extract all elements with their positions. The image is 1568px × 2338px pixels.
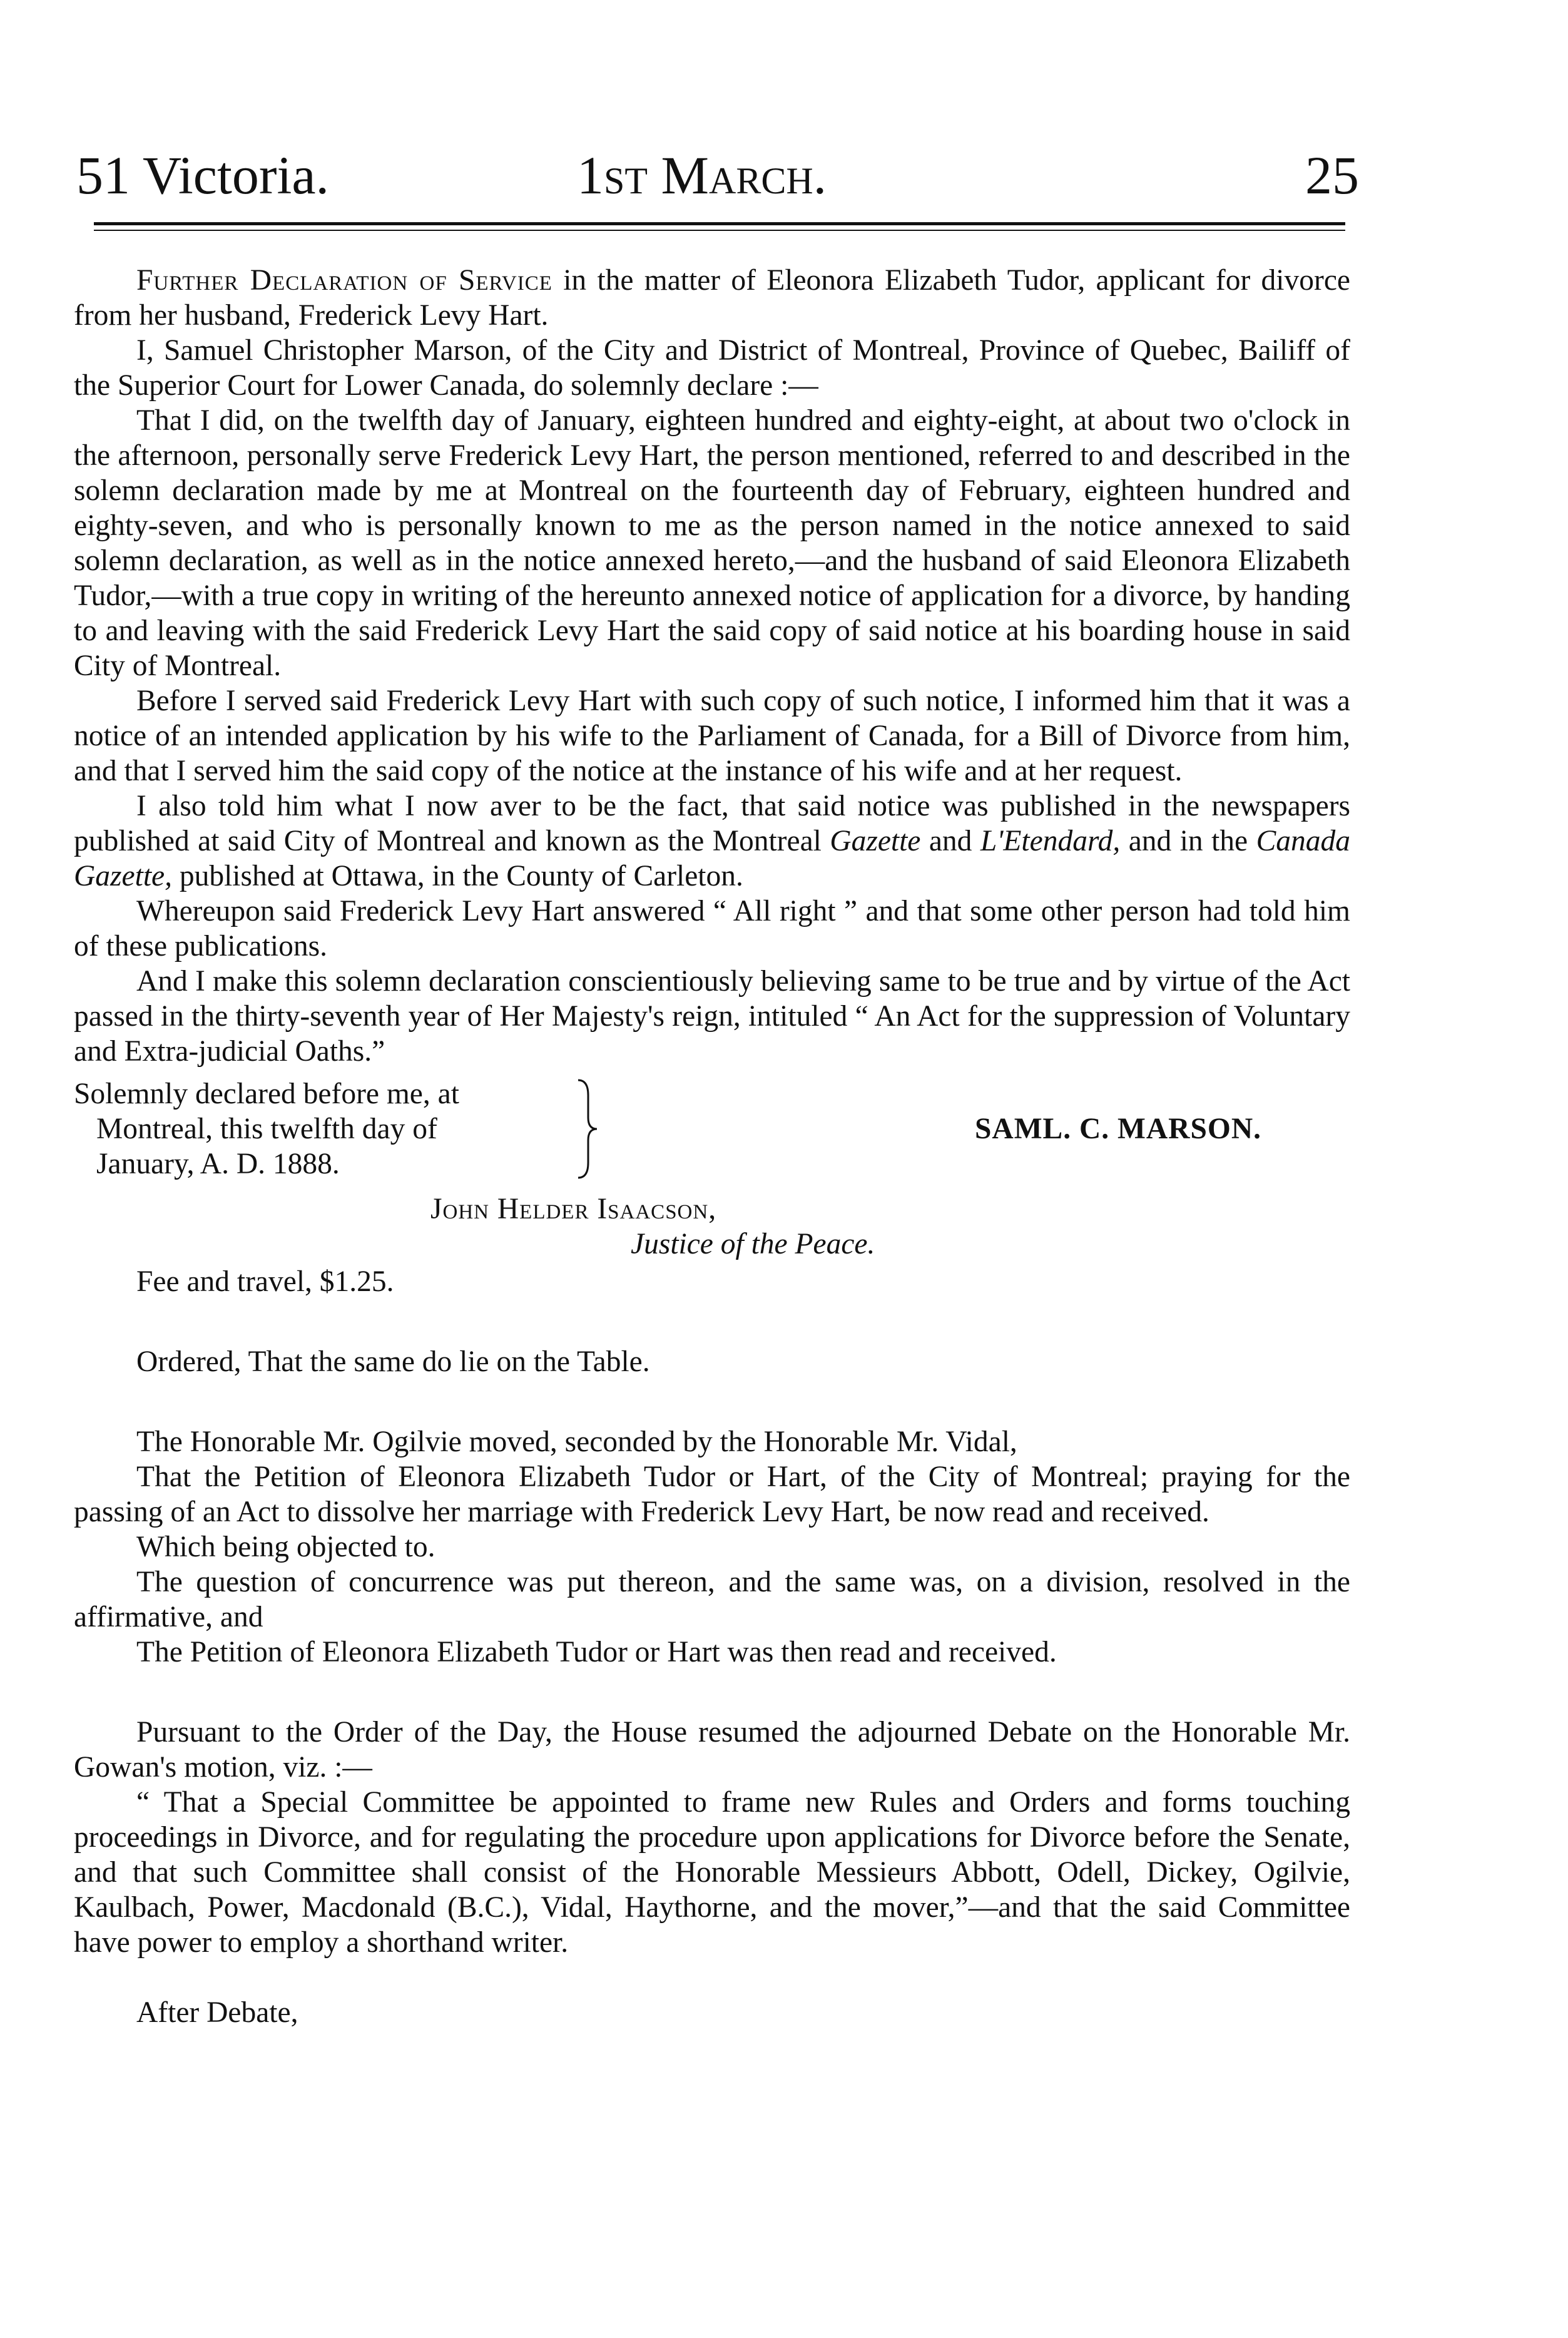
text-run: I also told him what I now aver to be the fact, that said notice was published in the newspapers published at said City of Montreal and known as the Montreal [74, 790, 1350, 857]
bailiff-signature: SAML. C. MARSON. [975, 1113, 1262, 1145]
motion-paragraph: The Honorable Mr. Ogilvie moved, seconded by the Honorable Mr. Vidal, [136, 1426, 1017, 1458]
debate-paragraph: Pursuant to the Order of the Day, the House resumed the adjourned Debate on the Honorable Mr. Gowan's motion, viz. :— [74, 1716, 1350, 1784]
declared-before-block [74, 1076, 1350, 1189]
justice-of-peace-block [74, 1189, 1350, 1264]
justice-name: John Helder Isaacson, [430, 1193, 717, 1225]
header-rule-thin [94, 230, 1345, 231]
declaration-paragraph: Whereupon said Frederick Levy Hart answered “ All right ” and that some other person had told him of these publications. [74, 895, 1350, 962]
justice-title: Justice of the Peace. [631, 1228, 875, 1260]
text-run: published at Ottawa, in the County of Carleton. [171, 860, 743, 892]
declared-line: Solemnly declared before me, at [74, 1078, 459, 1110]
declaration-heading [74, 263, 1350, 333]
motion-paragraph: Which being objected to. [136, 1531, 435, 1563]
motion-paragraph: The question of concurrence was put thereon, and the same was, on a division, resolved in the affirmative, and [74, 1566, 1350, 1633]
page-body [74, 263, 1350, 2030]
spacer [74, 1670, 1350, 1715]
spacer [74, 1960, 1350, 1995]
declaration-heading-rest: in the matter of Eleonora Elizabeth Tudor, applicant for divorce from her husband, Frederick Levy Hart. [74, 264, 1350, 332]
motion-paragraph: The Petition of Eleonora Elizabeth Tudor or Hart was then read and received. [136, 1636, 1057, 1668]
brace-icon [574, 1076, 599, 1182]
declaration-paragraph: I, Samuel Christopher Marson, of the City and District of Montreal, Province of Quebec, Bailiff of the Superior Court for Lower Canada, do solemnly declare :— [74, 334, 1350, 402]
declaration-paragraph-newspapers [74, 789, 1350, 894]
spacer [74, 1379, 1350, 1424]
newspaper-name: Canada Gazette, [74, 825, 1350, 892]
spacer [74, 1299, 1350, 1344]
running-head-date: 1st March. [577, 145, 827, 205]
newspaper-name: Gazette [830, 825, 921, 857]
declaration-paragraph: Before I served said Frederick Levy Hart with such copy of such notice, I informed him that it was a notice of an intended application by his wife to the Parliament of Canada, for a Bill of Divorce from him, and that I served him the said copy of the notice at the instance of his wife and at her request. [74, 685, 1350, 787]
page-header [76, 144, 1359, 219]
fee-line: Fee and travel, $1.25. [136, 1265, 394, 1298]
text-run: and in the [1120, 825, 1256, 857]
text-run: and [920, 825, 980, 857]
debate-paragraph: “ That a Special Committee be appointed to frame new Rules and Orders and forms touching proceedings in Divorce, and for regulating the procedure upon applications for Divorce before the Senate, and that such Committee shall consist of the Honorable Messieurs Abbott, Odell, Dickey, Ogilvie, Kaulbach, Power, Macdonald (B.C.), Vidal, Haythorne, and the mover,”—and that the said Committee have power to employ a shorthand writer. [74, 1786, 1350, 1959]
declared-line: Montreal, this twelfth day of [96, 1113, 437, 1145]
ordered-line: Ordered, That the same do lie on the Table. [136, 1345, 650, 1378]
declaration-paragraph: That I did, on the twelfth day of January, eighteen hundred and eighty-eight, at about two o'clock in the afternoon, personally serve Frederick Levy Hart, the person mentioned, referred to and described in the solemn declaration made by me at Montreal on the fourteenth day of February, eighteen hundred and eighty-seven, and who is personally known to me as the person named in the notice annexed to said solemn declaration, as well as in the notice annexed hereto,—and the husband of said Eleonora Elizabeth Tudor,—with a true copy in writing of the hereunto annexed notice of application for a divorce, by handing to and leaving with the said Frederick Levy Hart the said copy of said notice at his boarding house in said City of Montreal. [74, 404, 1350, 682]
declaration-heading-caps: Further Declaration of Service [136, 264, 552, 297]
declared-line: January, A. D. 1888. [96, 1148, 340, 1180]
declared-before-text [74, 1076, 459, 1182]
newspaper-name: L'Etendard, [980, 825, 1121, 857]
after-debate-line: After Debate, [136, 1996, 298, 2029]
header-rule-thick [94, 222, 1345, 225]
page-number: 25 [1305, 145, 1359, 205]
running-head-left: 51 Victoria. [76, 145, 330, 205]
declaration-paragraph: And I make this solemn declaration conscientiously believing same to be true and by virtue of the Act passed in the thirty-seventh year of Her Majesty's reign, intituled “ An Act for the suppression of Voluntary and Extra-judicial Oaths.” [74, 965, 1350, 1068]
motion-paragraph: That the Petition of Eleonora Elizabeth Tudor or Hart, of the City of Montreal; praying for the passing of an Act to dissolve her marriage with Frederick Levy Hart, be now read and received. [74, 1461, 1350, 1528]
